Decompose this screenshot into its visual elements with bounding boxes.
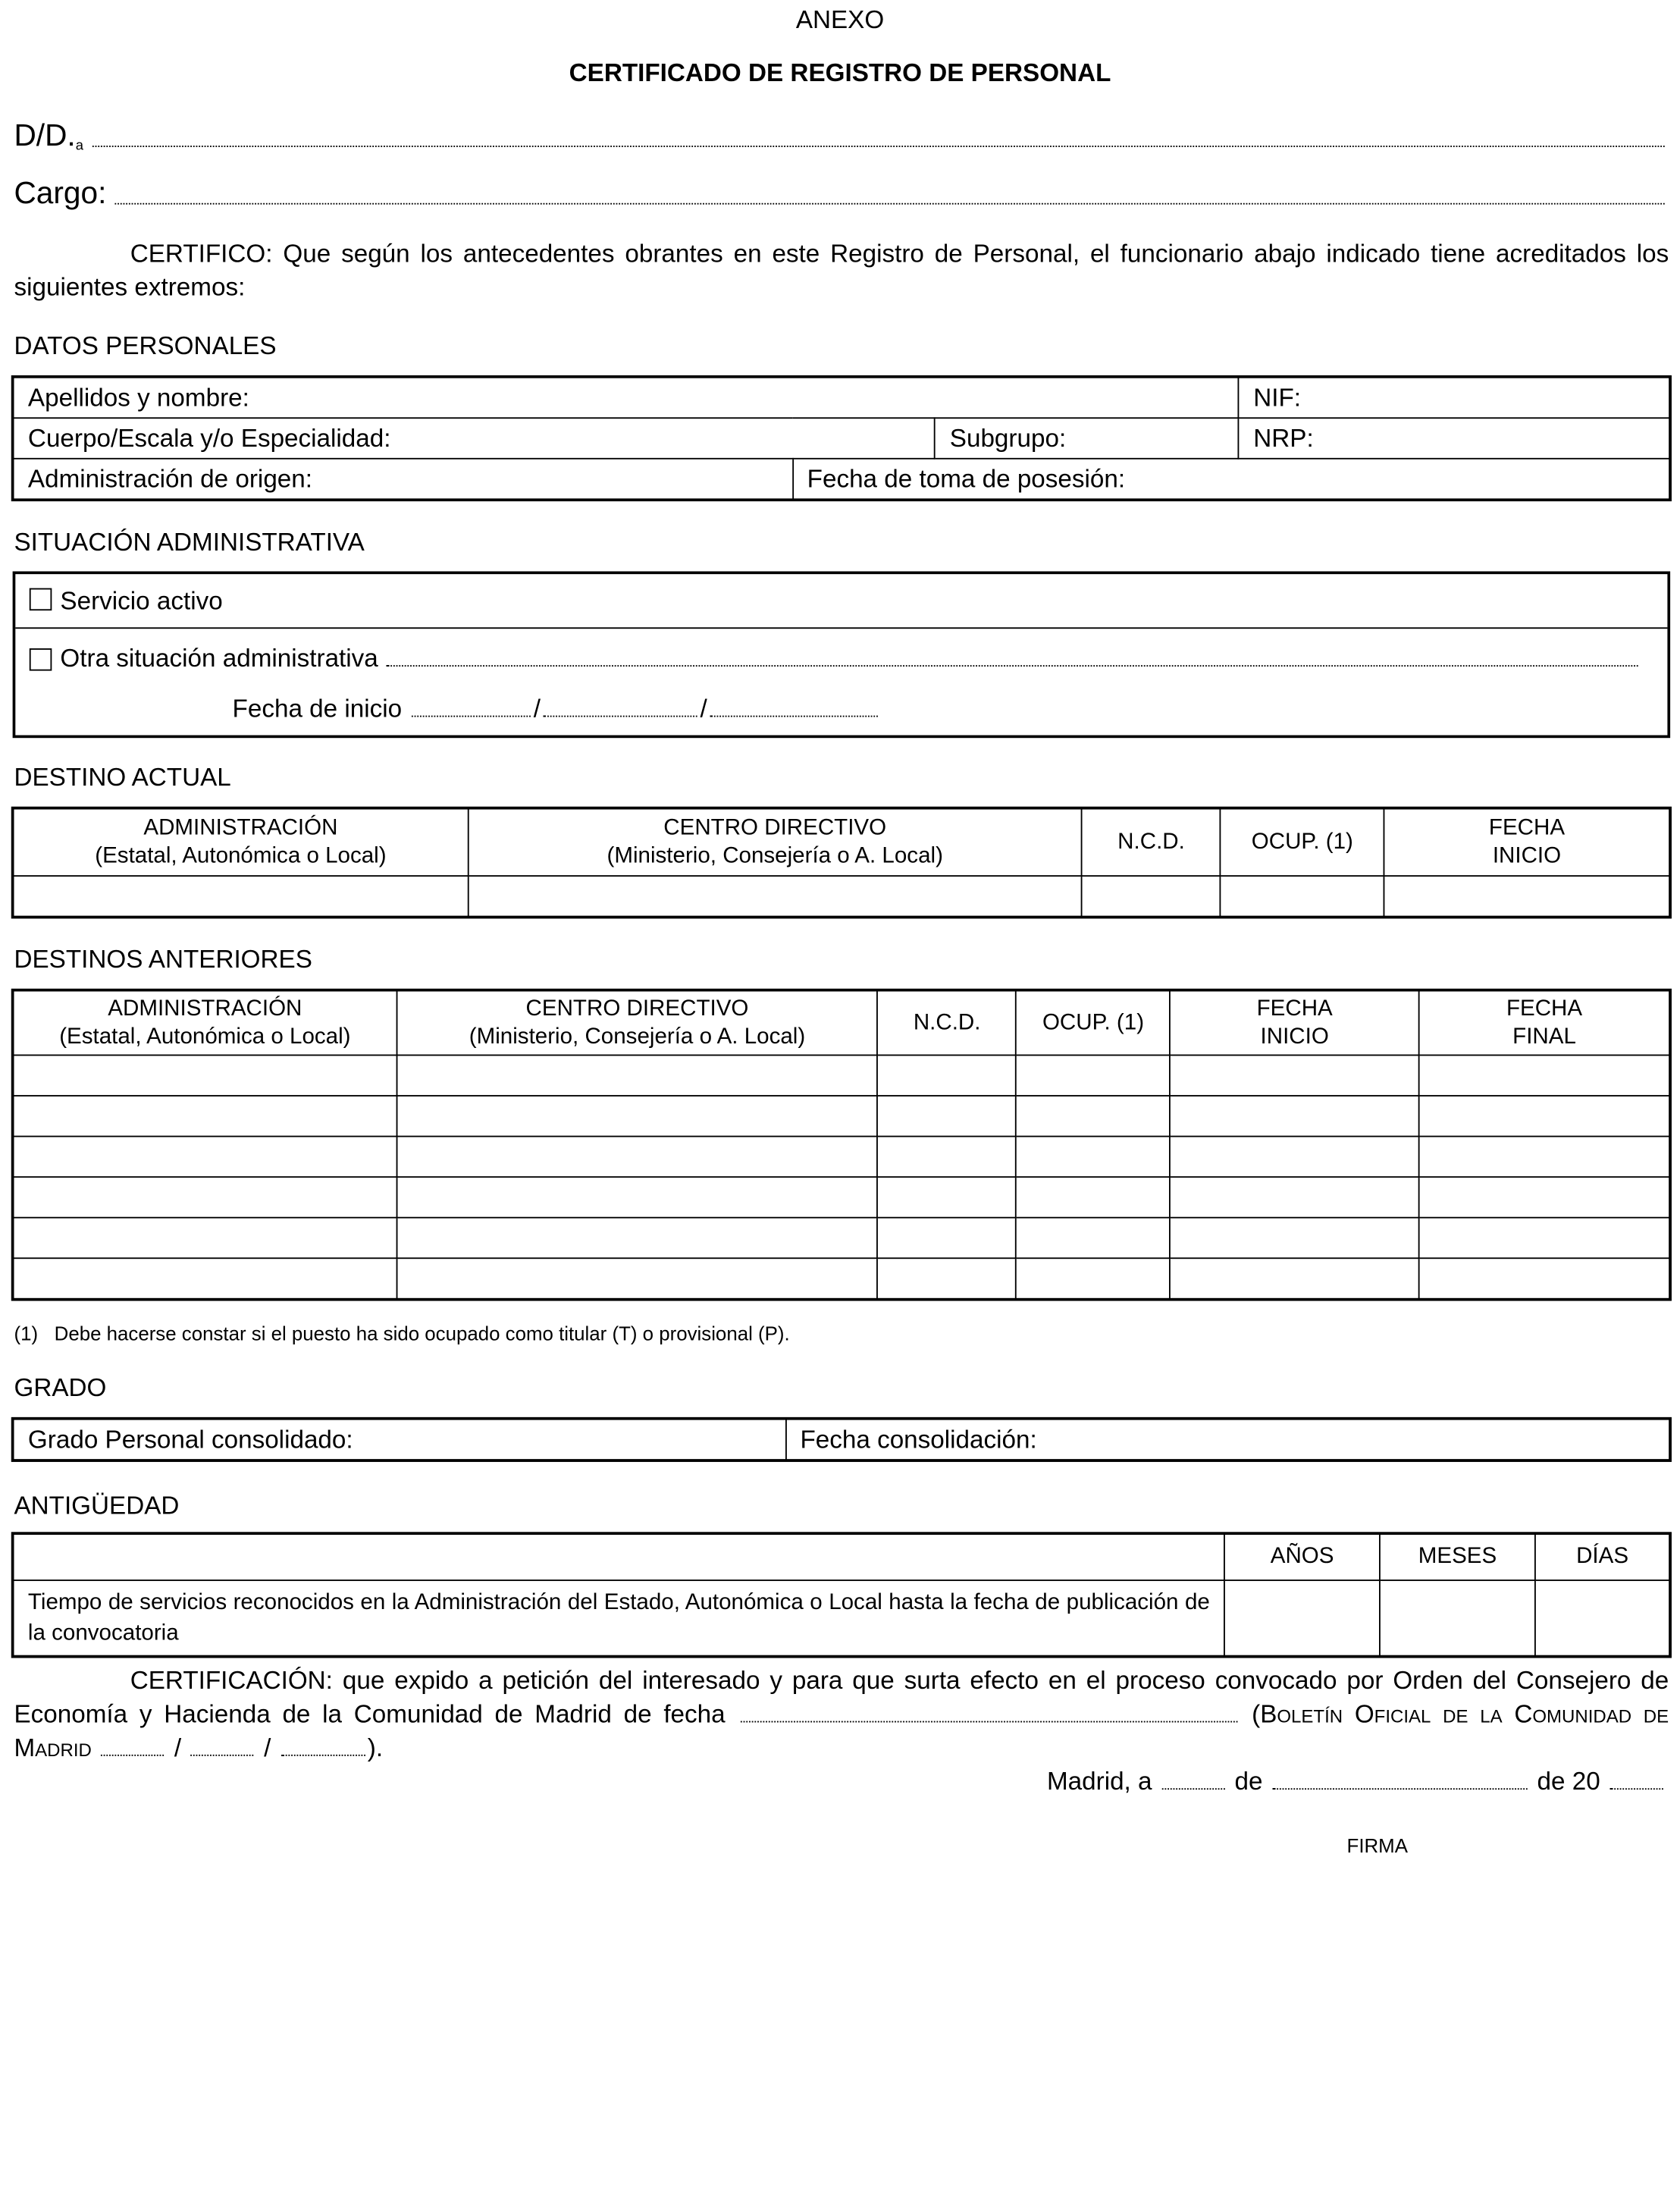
footnote: [14, 1322, 789, 1344]
grado-personal-field[interactable]: Grado Personal consolidado:: [14, 1420, 786, 1460]
nrp-field[interactable]: NRP:: [1239, 418, 1669, 459]
table-cell[interactable]: [878, 1055, 1017, 1096]
column-header: [878, 991, 1017, 1056]
column-header-line: OCUP. (1): [1042, 1010, 1145, 1034]
column-header-line: (Ministerio, Consejería o A. Local): [606, 843, 943, 868]
column-header-line: CENTRO DIRECTIVO: [663, 815, 887, 840]
table-cell[interactable]: [1170, 1177, 1418, 1218]
section-destinos-anteriores: DESTINOS ANTERIORES: [14, 945, 312, 974]
table-cell[interactable]: [14, 1096, 397, 1137]
dias-field[interactable]: [1535, 1580, 1669, 1656]
date-separator: /: [533, 694, 541, 723]
boletin-close: ).: [367, 1733, 384, 1762]
column-header-line: INICIO: [1492, 843, 1562, 868]
column-header-line: N.C.D.: [1117, 830, 1185, 854]
column-header: [1221, 808, 1384, 876]
dd-field[interactable]: [14, 118, 1669, 154]
table-cell[interactable]: [878, 1258, 1017, 1299]
column-header: [396, 991, 878, 1056]
table-cell[interactable]: [1419, 1096, 1669, 1137]
table-cell[interactable]: [1017, 1096, 1171, 1137]
table-cell[interactable]: [1170, 1137, 1418, 1178]
date-separator: /: [700, 694, 707, 723]
anos-header: AÑOS: [1224, 1534, 1380, 1580]
column-header-line: (Estatal, Autonómica o Local): [95, 843, 387, 868]
administracion-field[interactable]: Administración de origen:: [14, 459, 793, 500]
table-cell[interactable]: [1017, 1258, 1171, 1299]
subgrupo-field[interactable]: Subgrupo:: [935, 418, 1238, 459]
certifico-lead: CERTIFICO:: [130, 239, 273, 268]
otra-situacion-option[interactable]: [30, 644, 1642, 673]
column-header-line: OCUP. (1): [1251, 830, 1353, 854]
table-cell[interactable]: [1221, 876, 1384, 917]
apellidos-field[interactable]: Apellidos y nombre:: [14, 378, 1239, 419]
certificacion-paragraph: CERTIFICACIÓN: que expido a petición del interesado y para que surta efecto en el proceso convocado por Orden del Consejero de Economía y Hacienda de la Comunidad de Madrid de fecha (Boletín Oficial de la Comunidad de Madrid / / ).: [14, 1666, 1669, 1762]
checkbox[interactable]: [30, 648, 52, 670]
de-label: de: [1234, 1767, 1263, 1796]
section-destino-actual: DESTINO ACTUAL: [14, 763, 231, 792]
column-header-line: ADMINISTRACIÓN: [143, 815, 338, 840]
table-cell[interactable]: [1419, 1258, 1669, 1299]
dias-header: DÍAS: [1535, 1534, 1669, 1580]
column-header: [1170, 991, 1418, 1056]
boletin-label: (Boletín Oficial: [1252, 1699, 1431, 1728]
table-cell[interactable]: [878, 1218, 1017, 1259]
section-antiguedad: ANTIGÜEDAD: [14, 1491, 180, 1520]
column-header: [468, 808, 1082, 876]
table-cell[interactable]: [396, 1258, 878, 1299]
column-header: [1082, 808, 1221, 876]
signature-date-line[interactable]: [1047, 1768, 1666, 1797]
checkbox[interactable]: [30, 588, 52, 611]
antiguedad-description: Tiempo de servicios reconocidos en la Administración del Estado, Autonómica o Local hasta la fecha de publicación de la convocatoria: [14, 1580, 1225, 1656]
cargo-field[interactable]: [14, 175, 1669, 212]
boletin-label-2: de la Comunidad de Madrid: [14, 1699, 1669, 1762]
table-cell[interactable]: [1419, 1137, 1669, 1178]
table-cell[interactable]: [396, 1218, 878, 1259]
page-title: CERTIFICADO DE REGISTRO DE PERSONAL: [569, 58, 1111, 87]
table-row: [14, 1177, 1670, 1218]
table-cell[interactable]: [1170, 1055, 1418, 1096]
table-cell[interactable]: [14, 1055, 397, 1096]
table-cell[interactable]: [1082, 876, 1221, 917]
table-row: [14, 1137, 1670, 1178]
section-grado: GRADO: [14, 1373, 107, 1402]
table-row: [14, 1258, 1670, 1299]
column-header-line: FECHA: [1488, 815, 1566, 840]
column-header-line: INICIO: [1260, 1024, 1329, 1049]
column-header-line: ADMINISTRACIÓN: [108, 996, 302, 1021]
table-cell[interactable]: [14, 876, 469, 917]
table-cell[interactable]: [1419, 1177, 1669, 1218]
grado-table: [13, 1419, 1670, 1460]
footnote-text: Debe hacerse constar si el puesto ha sido ocupado como titular (T) o provisional (P).: [54, 1322, 790, 1344]
firma-label: FIRMA: [1346, 1834, 1408, 1857]
column-header: [14, 808, 469, 876]
column-header: [1017, 991, 1171, 1056]
column-header-line: FECHA: [1506, 996, 1583, 1021]
column-header-line: (Estatal, Autonómica o Local): [59, 1024, 351, 1049]
anos-field[interactable]: [1224, 1580, 1380, 1656]
certifico-paragraph: [14, 237, 1669, 304]
fecha-consolidacion-field[interactable]: Fecha consolidación:: [785, 1420, 1669, 1460]
table-cell[interactable]: [1419, 1218, 1669, 1259]
table-cell[interactable]: [878, 1177, 1017, 1218]
column-header-line: CENTRO DIRECTIVO: [525, 996, 749, 1021]
table-row: [14, 1096, 1670, 1137]
meses-field[interactable]: [1380, 1580, 1535, 1656]
table-cell[interactable]: [396, 1177, 878, 1218]
situacion-box: [13, 571, 1670, 738]
table-cell[interactable]: [1017, 1055, 1171, 1096]
certificacion-text: que expido a petición del interesado y para que surta efecto en el proceso convocado por Orden del Consejero de Economía y Hacienda de la Comunidad de Madrid de fecha: [14, 1666, 1669, 1728]
table-cell[interactable]: [1384, 876, 1669, 917]
destino-actual-table: [13, 808, 1670, 918]
table-cell[interactable]: [396, 1055, 878, 1096]
table-cell[interactable]: [396, 1137, 878, 1178]
fecha-posesion-field[interactable]: Fecha de toma de posesión:: [792, 459, 1669, 500]
de-20-label: de 20: [1537, 1767, 1600, 1796]
table-cell[interactable]: [14, 1258, 397, 1299]
certificacion-lead: CERTIFICACIÓN:: [130, 1666, 333, 1695]
destinos-anteriores-table: [13, 990, 1670, 1300]
section-datos-personales: DATOS PERSONALES: [14, 331, 277, 360]
table-cell[interactable]: [1017, 1177, 1171, 1218]
datos-personales-table: [13, 377, 1670, 500]
dd-sup: a: [75, 138, 83, 155]
table-cell[interactable]: [468, 876, 1082, 917]
column-header-line: N.C.D.: [913, 1010, 981, 1034]
table-cell[interactable]: [1017, 1218, 1171, 1259]
cuerpo-field[interactable]: Cuerpo/Escala y/o Especialidad:: [14, 418, 936, 459]
table-cell[interactable]: [878, 1096, 1017, 1137]
madrid-label: Madrid, a: [1046, 1767, 1152, 1796]
fecha-inicio-label: Fecha de inicio: [232, 694, 403, 723]
meses-header: MESES: [1380, 1534, 1535, 1580]
servicio-activo-label: Servicio activo: [60, 586, 223, 615]
table-cell[interactable]: [14, 1177, 397, 1218]
certifico-text: Que según los antecedentes obrantes en este Registro de Personal, el funcionario abajo indicado tiene acreditados los siguientes extremos:: [14, 239, 1669, 302]
table-cell[interactable]: [1170, 1096, 1418, 1137]
column-header: [1384, 808, 1669, 876]
nif-field[interactable]: NIF:: [1239, 378, 1669, 419]
table-cell[interactable]: [1170, 1218, 1418, 1259]
annex-label: ANEXO: [795, 5, 885, 34]
column-header-line: (Ministerio, Consejería o A. Local): [469, 1024, 806, 1049]
dd-label: D/D.: [14, 118, 76, 153]
section-situacion: SITUACIÓN ADMINISTRATIVA: [14, 528, 365, 557]
table-cell[interactable]: [14, 1218, 397, 1259]
column-header: [14, 991, 397, 1056]
table-cell[interactable]: [14, 1137, 397, 1178]
table-cell[interactable]: [1419, 1055, 1669, 1096]
table-cell[interactable]: [1017, 1137, 1171, 1178]
table-row: [14, 1055, 1670, 1096]
table-cell[interactable]: [878, 1137, 1017, 1178]
otra-situacion-label: Otra situación administrativa: [60, 644, 378, 673]
table-cell[interactable]: [396, 1096, 878, 1137]
table-row: [14, 1218, 1670, 1259]
column-header-line: FINAL: [1512, 1024, 1576, 1049]
table-cell[interactable]: [1170, 1258, 1418, 1299]
fecha-inicio-field[interactable]: [233, 695, 881, 724]
column-header-line: FECHA: [1256, 996, 1333, 1021]
cargo-label: Cargo:: [14, 174, 107, 211]
footnote-number: (1): [14, 1322, 39, 1344]
column-header: [1419, 991, 1669, 1056]
antiguedad-table: [13, 1533, 1670, 1657]
servicio-activo-option[interactable]: [30, 587, 223, 616]
